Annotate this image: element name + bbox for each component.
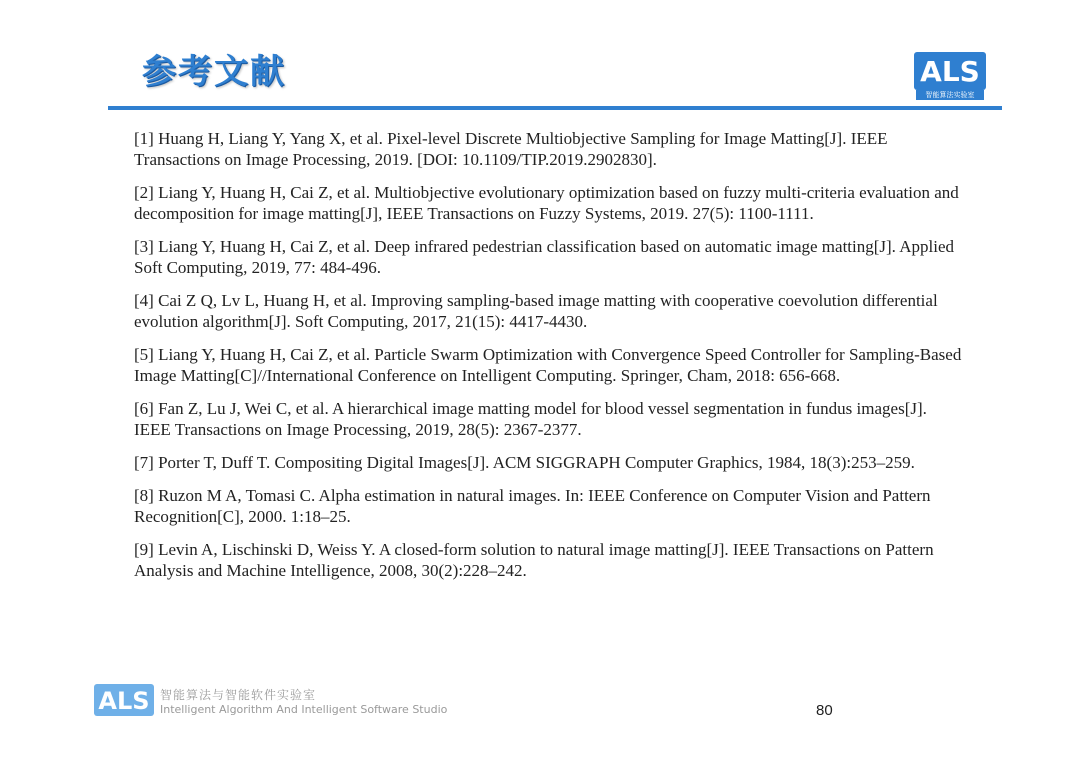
reference-item: [5] Liang Y, Huang H, Cai Z, et al. Particle Swarm Optimization with Convergence Speed Controller for Sampling-Based Image Matting[C]//International Conference on Intelligent Computing. Springer, Cham, 2018: 656-668. <box>134 345 962 385</box>
reference-item: [1] Huang H, Liang Y, Yang X, et al. Pixel-level Discrete Multiobjective Sampling for Image Matting[J]. IEEE Transactions on Image Processing, 2019. [DOI: 10.1109/TIP.2019.2902830]. <box>134 129 888 169</box>
reference-item: [3] Liang Y, Huang H, Cai Z, et al. Deep infrared pedestrian classification based on automatic image matting[J]. Applied Soft Computing, 2019, 77: 484-496. <box>134 237 955 277</box>
footer-logo-icon <box>94 684 154 716</box>
reference-item: [7] Porter T, Duff T. Compositing Digital Images[J]. ACM SIGGRAPH Computer Graphics, 1984, 18(3):253–259. <box>134 453 915 472</box>
logo-caption: 智能算法实验室 <box>916 90 984 100</box>
als-logo-icon <box>914 52 986 90</box>
page-number: 80 <box>816 702 833 719</box>
reference-item: [9] Levin A, Lischinski D, Weiss Y. A closed-form solution to natural image matting[J]. IEEE Transactions on Pattern Analysis and Machine Intelligence, 2008, 30(2):228–242. <box>134 540 934 580</box>
header-divider <box>108 106 1002 110</box>
footer-lab-name-en: Intelligent Algorithm And Intelligent Software Studio <box>160 703 448 716</box>
slide-title: 参考文献 <box>142 52 286 92</box>
reference-item: [4] Cai Z Q, Lv L, Huang H, et al. Improving sampling-based image matting with cooperative coevolution differential evolution algorithm[J]. Soft Computing, 2017, 21(15): 4417-4430. <box>134 291 938 331</box>
logo-text: ALS <box>920 55 980 88</box>
footer-logo-text: ALS <box>98 687 150 715</box>
reference-item: [2] Liang Y, Huang H, Cai Z, et al. Multiobjective evolutionary optimization based on fuzzy multi-criteria evaluation and decomposition for image matting[J], IEEE Transactions on Fuzzy Systems, 2019. 27(5): 1100-1111. <box>134 183 959 223</box>
reference-item: [6] Fan Z, Lu J, Wei C, et al. A hierarchical image matting model for blood vessel segmentation in fundus images[J]. IEEE Transactions on Image Processing, 2019, 28(5): 2367-2377. <box>134 399 927 439</box>
footer-lab-name-cn: 智能算法与智能软件实验室 <box>160 688 317 702</box>
reference-list <box>134 128 964 593</box>
footer-logo <box>94 684 154 716</box>
reference-item: [8] Ruzon M A, Tomasi C. Alpha estimation in natural images. In: IEEE Conference on Computer Vision and Pattern Recognition[C], 2000. 1:18–25. <box>134 486 931 526</box>
als-logo <box>914 52 986 102</box>
